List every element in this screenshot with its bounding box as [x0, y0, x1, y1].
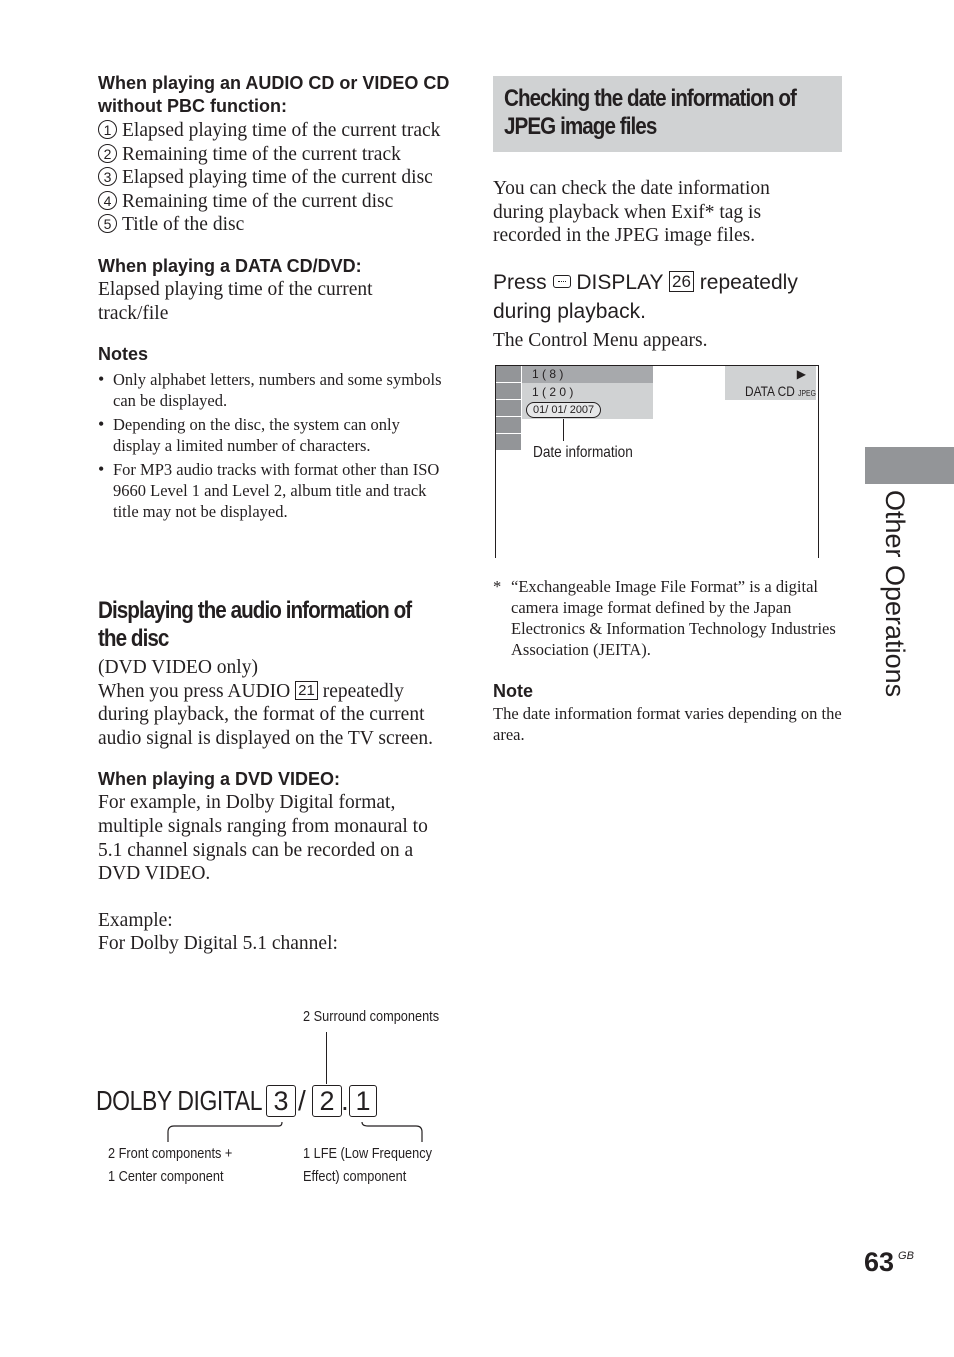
circled-number: 3 [98, 167, 117, 186]
notes-heading: Notes [98, 344, 149, 365]
note-item: • Only alphabet letters, numbers and some symbols can be displayed. [98, 369, 450, 411]
footnote-text: “Exchangeable Image File Format” is a digital camera image format defined by the Japan Electronics & Information Technology Industries Association (JEITA). [511, 577, 836, 659]
list-item [98, 190, 450, 214]
source-sub-label: JPEG [798, 389, 816, 398]
control-menu-screen [495, 365, 819, 558]
note-text: The date information format varies depending on the area. [493, 704, 842, 744]
list-item [98, 143, 450, 167]
separator-dot: . [341, 1085, 349, 1116]
list-item [98, 213, 450, 237]
notes-list [98, 369, 450, 522]
surround-label: 2 Surround components [303, 1008, 440, 1025]
footnote-mark: * [493, 577, 502, 596]
list-item [98, 119, 450, 143]
surround-connector [326, 1032, 327, 1084]
side-tab-label: Other Operations [880, 490, 910, 698]
display-button-icon [553, 275, 571, 288]
audio-press-text: When you press AUDIO 21 repeatedly during playback, the format of the current audio signal is displayed on the TV screen. [98, 680, 434, 749]
example-label: Example: [98, 909, 173, 931]
menu-icon-slot [496, 417, 521, 434]
audio-cd-heading: When playing an AUDIO CD or VIDEO CD without PBC function: [98, 73, 450, 116]
dvd-video-heading: When playing a DVD VIDEO: [98, 769, 341, 790]
circled-number: 2 [98, 144, 117, 163]
front-label-1: 2 Front components + [108, 1145, 233, 1162]
dolby-digital-logo [96, 1082, 263, 1120]
note-item: • For MP3 audio tracks with format other than ISO 9660 Level 1 and Level 2, album title and track title may not be displayed. [98, 459, 450, 522]
lfe-label-1: 1 LFE (Low Frequency [303, 1145, 432, 1162]
menu-icon-slot [496, 383, 521, 400]
audio-cd-list [98, 119, 450, 237]
step-instruction: Press DISPLAY 26 repeatedly during playback. [493, 271, 798, 323]
dvd-only-label: (DVD VIDEO only) [98, 657, 258, 678]
display-button-number: 26 [669, 271, 694, 292]
circled-number: 5 [98, 214, 117, 233]
date-leader [563, 419, 564, 441]
menu-row-2: 1 ( 2 0 ) [532, 385, 574, 399]
step-result: The Control Menu appears. [493, 330, 708, 351]
circled-number: 1 [98, 120, 117, 139]
page-suffix: GB [898, 1250, 914, 1262]
audio-info-title: Displaying the audio information of the disc [98, 597, 412, 652]
source-label: DATA CD JPEG [745, 383, 816, 399]
front-label-2: 1 Center component [108, 1168, 224, 1185]
menu-icon-slot [496, 400, 521, 417]
dolby-diagram [96, 1004, 456, 1194]
data-cd-text: Elapsed playing time of the current track/file [98, 278, 373, 324]
lfe-box: 1 [349, 1085, 377, 1117]
jpeg-heading-box [493, 76, 842, 152]
circled-number: 4 [98, 191, 117, 210]
side-tab-bar [865, 447, 954, 484]
date-pill: 01/ 01/ 2007 [526, 402, 601, 418]
example-text: For Dolby Digital 5.1 channel: [98, 933, 338, 955]
lfe-bracket [362, 1122, 422, 1142]
menu-icon-slot [496, 434, 521, 451]
list-item [98, 166, 450, 190]
note-item: • Depending on the disc, the system can only display a limited number of characters. [98, 414, 450, 456]
page-number: 63 $^{GB}$ [864, 1247, 914, 1277]
front-bracket [168, 1122, 282, 1142]
jpeg-section-title: Checking the date information of JPEG image files [504, 85, 796, 140]
menu-icon-slot [496, 366, 521, 383]
menu-row-1: 1 ( 8 ) [532, 367, 564, 381]
left-column [98, 72, 450, 525]
data-cd-heading: When playing a DATA CD/DVD: [98, 255, 362, 276]
note-heading: Note [493, 681, 533, 701]
date-information-label: Date information [533, 444, 633, 461]
audio-info-body [98, 656, 443, 956]
list-item-text: Elapsed playing time of the current disc [122, 167, 433, 189]
front-box: 3 [266, 1085, 296, 1117]
list-item-text: Remaining time of the current track [122, 143, 401, 165]
list-item-text: Remaining time of the current disc [122, 190, 394, 212]
lfe-label-2: Effect) component [303, 1168, 407, 1185]
dolby-brand-text: DOLBY DIGITAL [96, 1085, 263, 1116]
separator-slash: / [298, 1085, 306, 1116]
play-icon: ▶ [796, 367, 806, 381]
list-item-text: Title of the disc [122, 214, 245, 236]
dvd-video-text: For example, in Dolby Digital format, multiple signals ranging from monaural to 5.1 channel signals can be recorded on a DVD VIDEO. [98, 792, 428, 885]
menu-info-panel [522, 366, 653, 419]
footnote [493, 576, 843, 660]
icon-column [496, 366, 521, 451]
list-item-text: Elapsed playing time of the current track [122, 120, 441, 141]
audio-button-number: 21 [295, 681, 318, 700]
surround-box: 2 [312, 1085, 342, 1117]
source-panel [725, 366, 816, 400]
jpeg-intro: You can check the date information during playback when Exif* tag is recorded in the JPEG image files. [493, 178, 770, 247]
